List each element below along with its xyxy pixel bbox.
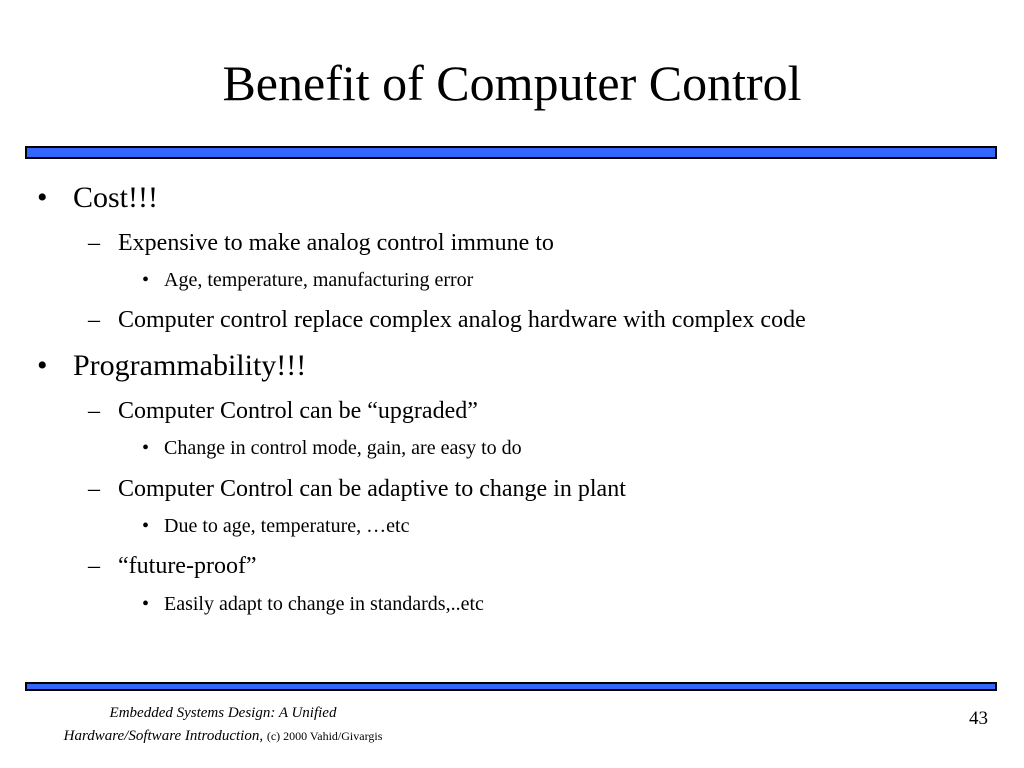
dash-marker: – <box>88 398 100 424</box>
dash-marker: – <box>88 230 100 256</box>
page-number: 43 <box>969 708 988 729</box>
bullet-item-programmability: Programmability!!! <box>73 349 307 382</box>
sub-bullet-marker: • <box>142 515 150 537</box>
sub-item-analog-immune: Expensive to make analog control immune to <box>118 230 554 256</box>
sub-item-upgraded: Computer Control can be “upgraded” <box>118 398 478 424</box>
book-title-line1: Embedded Systems Design: A Unified <box>109 705 337 721</box>
sub-sub-item-standards: Easily adapt to change in standards,..etc <box>164 593 484 615</box>
dash-marker: – <box>88 553 100 579</box>
footer-citation <box>0 702 446 748</box>
bullet-item-cost: Cost!!! <box>73 181 158 214</box>
copyright-text: (c) 2000 Vahid/Givargis <box>266 729 383 743</box>
dash-marker: – <box>88 307 100 333</box>
bullet-marker: • <box>37 349 48 382</box>
sub-bullet-marker: • <box>142 593 150 615</box>
sub-sub-item-due-to-age: Due to age, temperature, …etc <box>164 515 410 537</box>
sub-bullet-marker: • <box>142 437 150 459</box>
slide-title: Benefit of Computer Control <box>222 55 802 111</box>
sub-sub-item-age-temp: Age, temperature, manufacturing error <box>164 269 474 291</box>
book-title-line2: Hardware/Software Introduction, <box>63 728 264 744</box>
bullet-marker: • <box>37 181 48 214</box>
sub-item-replace-hardware: Computer control replace complex analog hardware with complex code <box>118 307 806 333</box>
sub-item-adaptive: Computer Control can be adaptive to change in plant <box>118 476 626 502</box>
sub-sub-item-control-mode: Change in control mode, gain, are easy to do <box>164 437 522 459</box>
sub-bullet-marker: • <box>142 269 150 291</box>
dash-marker: – <box>88 476 100 502</box>
footer-divider-bar <box>25 682 997 691</box>
sub-item-future-proof: “future-proof” <box>118 553 257 579</box>
